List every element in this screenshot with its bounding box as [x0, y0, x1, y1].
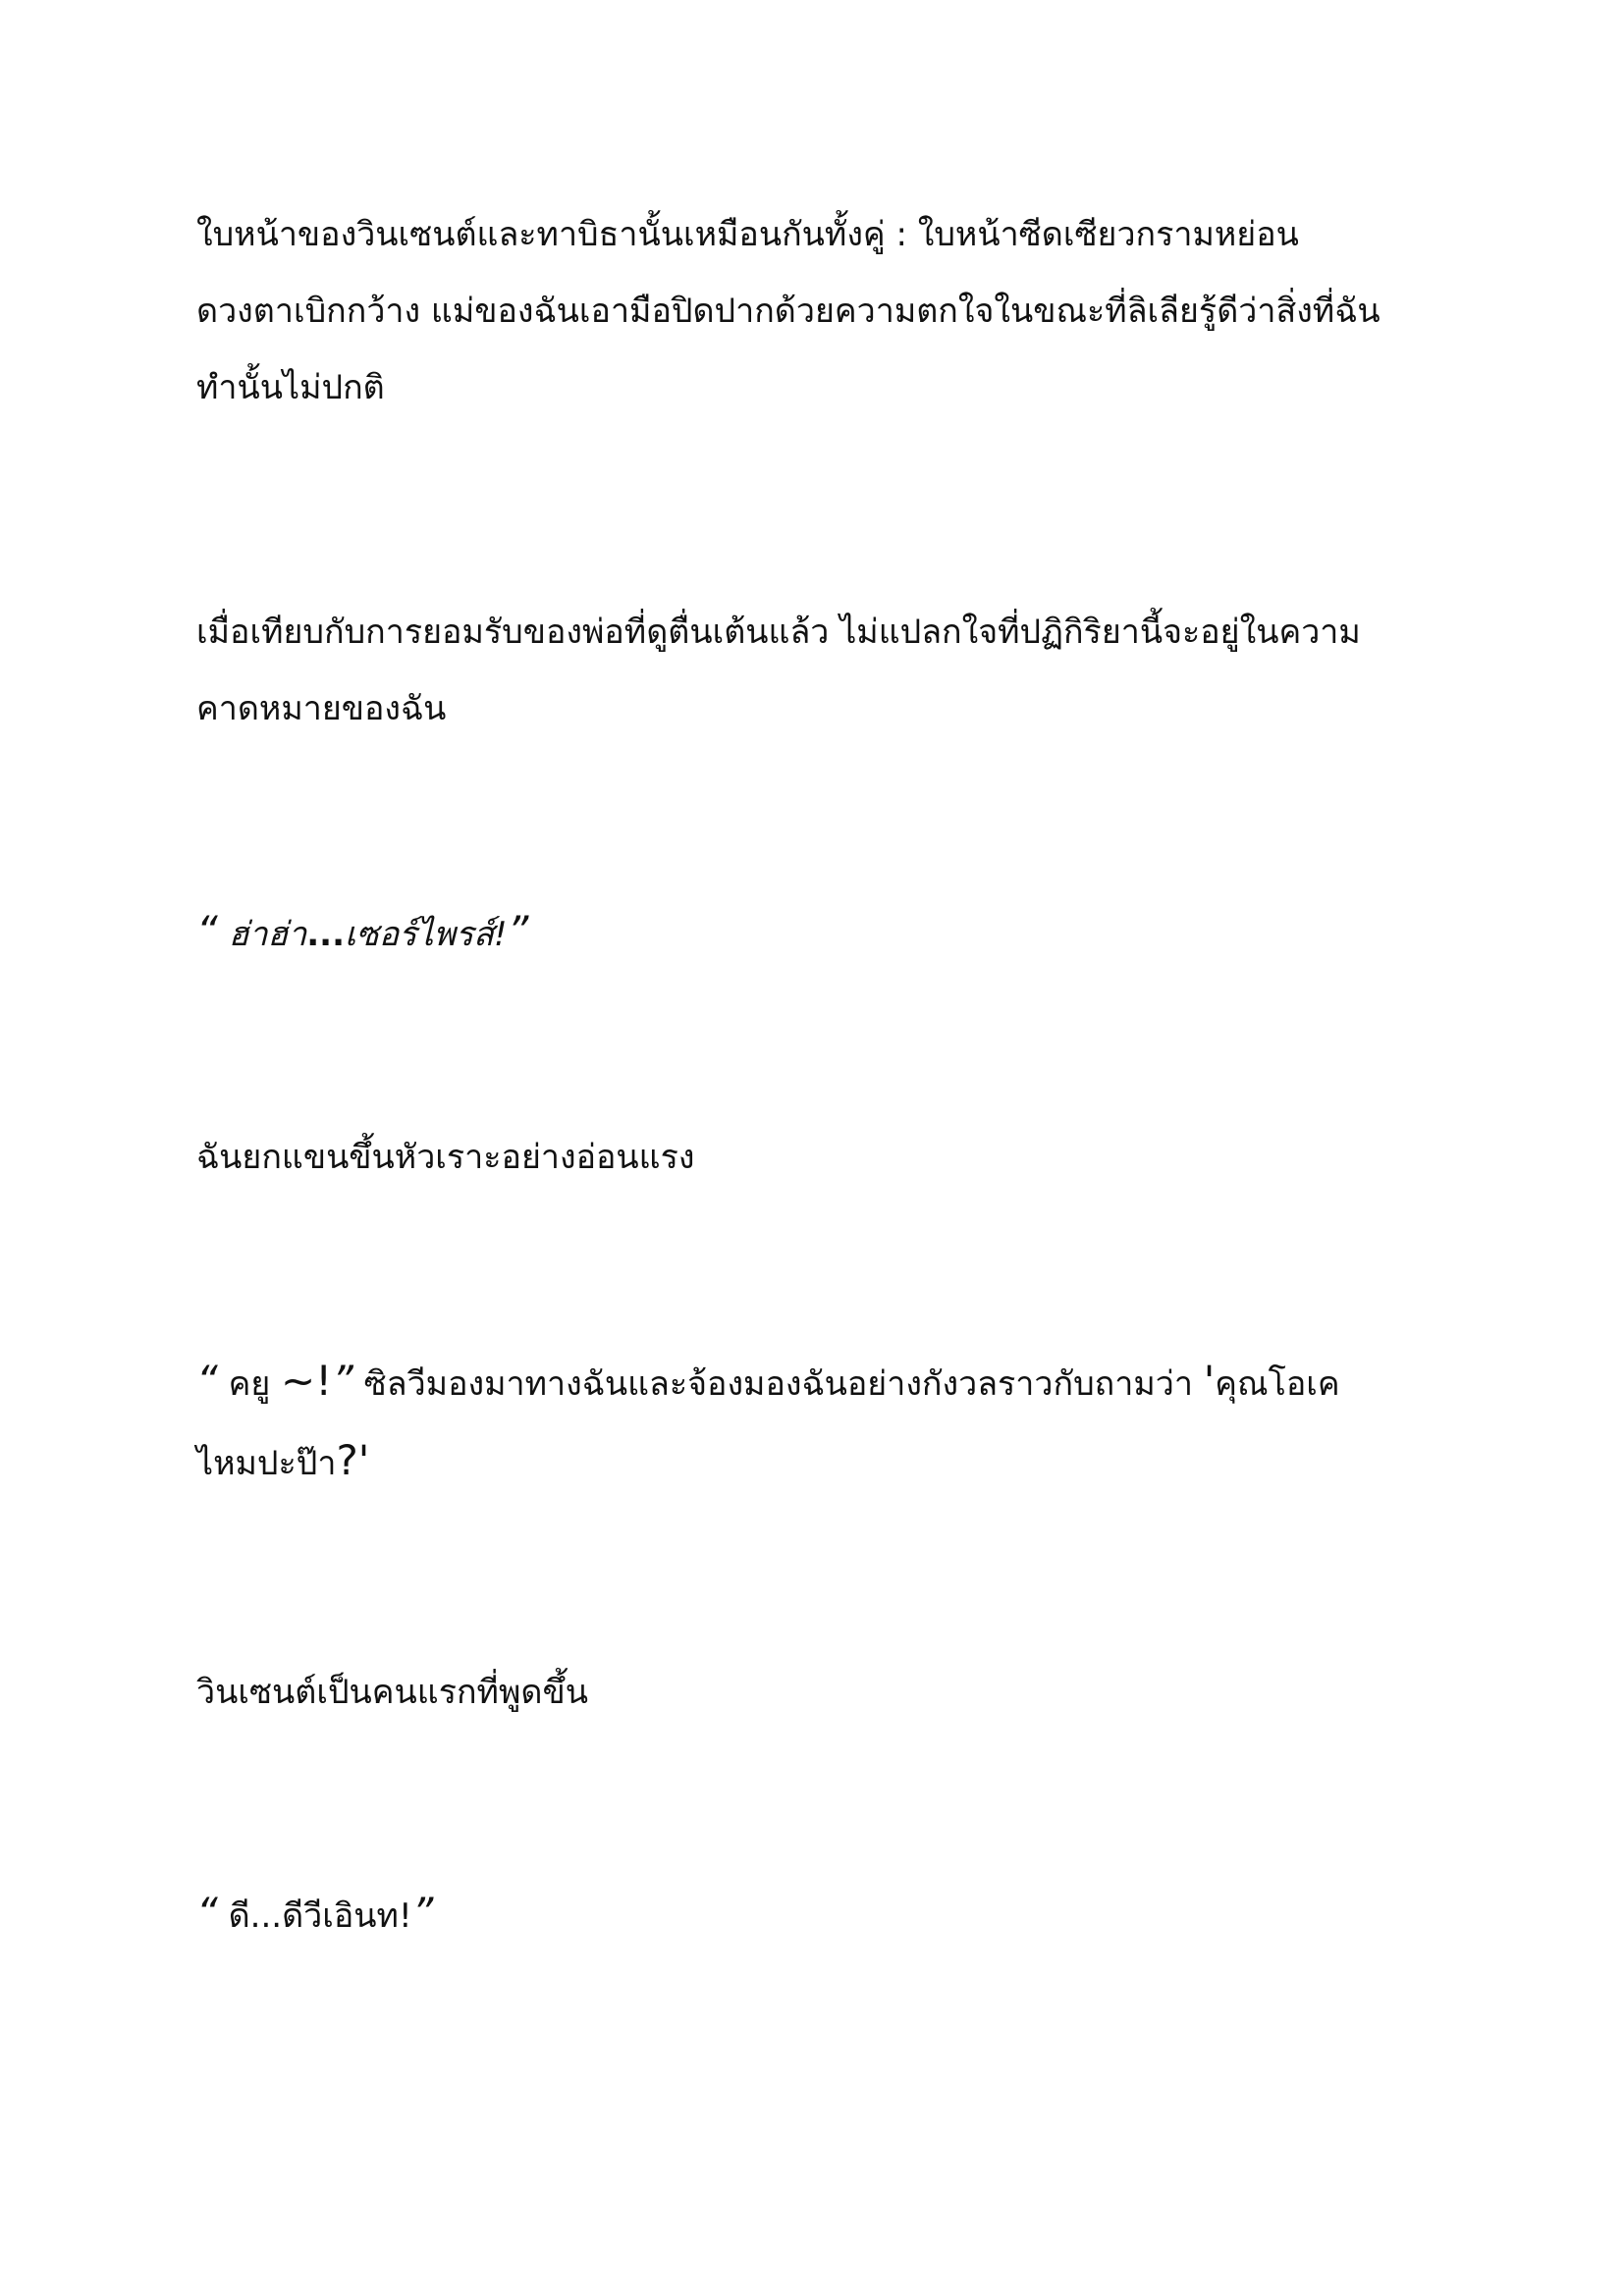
narration-text: ซิลวีมองมาทางฉันและจ้องมองฉันอย่างกังวลราวกับถามว่า: [352, 1364, 1204, 1404]
narration-text: คุณโอเค: [1215, 1364, 1340, 1404]
apostrophe-open: ': [1203, 1357, 1216, 1405]
open-quote: “: [196, 907, 218, 955]
open-quote: “: [196, 1889, 218, 1937]
tilde-exclamation: ~!: [281, 1357, 333, 1405]
dialogue-text: ฮ่าฮ่า: [217, 915, 307, 954]
text-line: ทำนั้นไม่ปกติ: [196, 368, 385, 407]
text-line: [196, 1422, 1473, 1502]
text-line: คาดหมายของฉัน: [196, 689, 447, 728]
narration-text: ไหมปะป๊า: [196, 1444, 337, 1483]
close-quote: ”: [507, 907, 529, 955]
text-line: ใบหน้าของวินเซนต์และทาบิธานั้นเหมือนกันทั้งคู่ : ใบหน้าซีดเซียวกรามหย่อน: [196, 215, 1299, 254]
text-line: เมื่อเทียบกับการยอมรับของพ่อที่ดูตื่นเต้นแล้ว ไม่แปลกใจที่ปฏิกิริยานี้จะอยู่ในความ: [196, 613, 1361, 652]
ellipsis: ...: [306, 915, 346, 954]
dialogue-text: ดี...ดีวีเอินท!: [217, 1896, 412, 1936]
dialogue-line-surprise: [196, 893, 1473, 973]
dialogue-text: เซอร์ไพรส์!: [345, 915, 508, 954]
close-quote: ”: [411, 1889, 434, 1937]
close-quote: ”: [332, 1357, 353, 1405]
open-quote: “: [196, 1357, 218, 1405]
apostrophe-close: ': [357, 1436, 370, 1484]
dialogue-text: คยู: [217, 1364, 282, 1404]
text-line: ฉันยกแขนขึ้นหัวเราะอย่างอ่อนแรง: [196, 1138, 695, 1177]
question-mark: ?: [336, 1436, 358, 1484]
paragraph-1: [196, 196, 1473, 426]
paragraph-6: [196, 1654, 1473, 1731]
text-line: [196, 1875, 1473, 1954]
paragraph-4: [196, 1119, 1473, 1196]
text-line: [196, 893, 1473, 973]
text-line: วินเซนต์เป็นคนแรกที่พูดขึ้น: [196, 1673, 588, 1712]
dialogue-line-sylvie: [196, 1343, 1473, 1502]
text-line: [196, 1343, 1473, 1422]
dialogue-line-vincent: [196, 1875, 1473, 1954]
paragraph-2: [196, 594, 1473, 747]
text-line: ดวงตาเบิกกว้าง แม่ของฉันเอามือปิดปากด้วยความตกใจในขณะที่ลิเลียรู้ดีว่าสิ่งที่ฉัน: [196, 292, 1380, 331]
